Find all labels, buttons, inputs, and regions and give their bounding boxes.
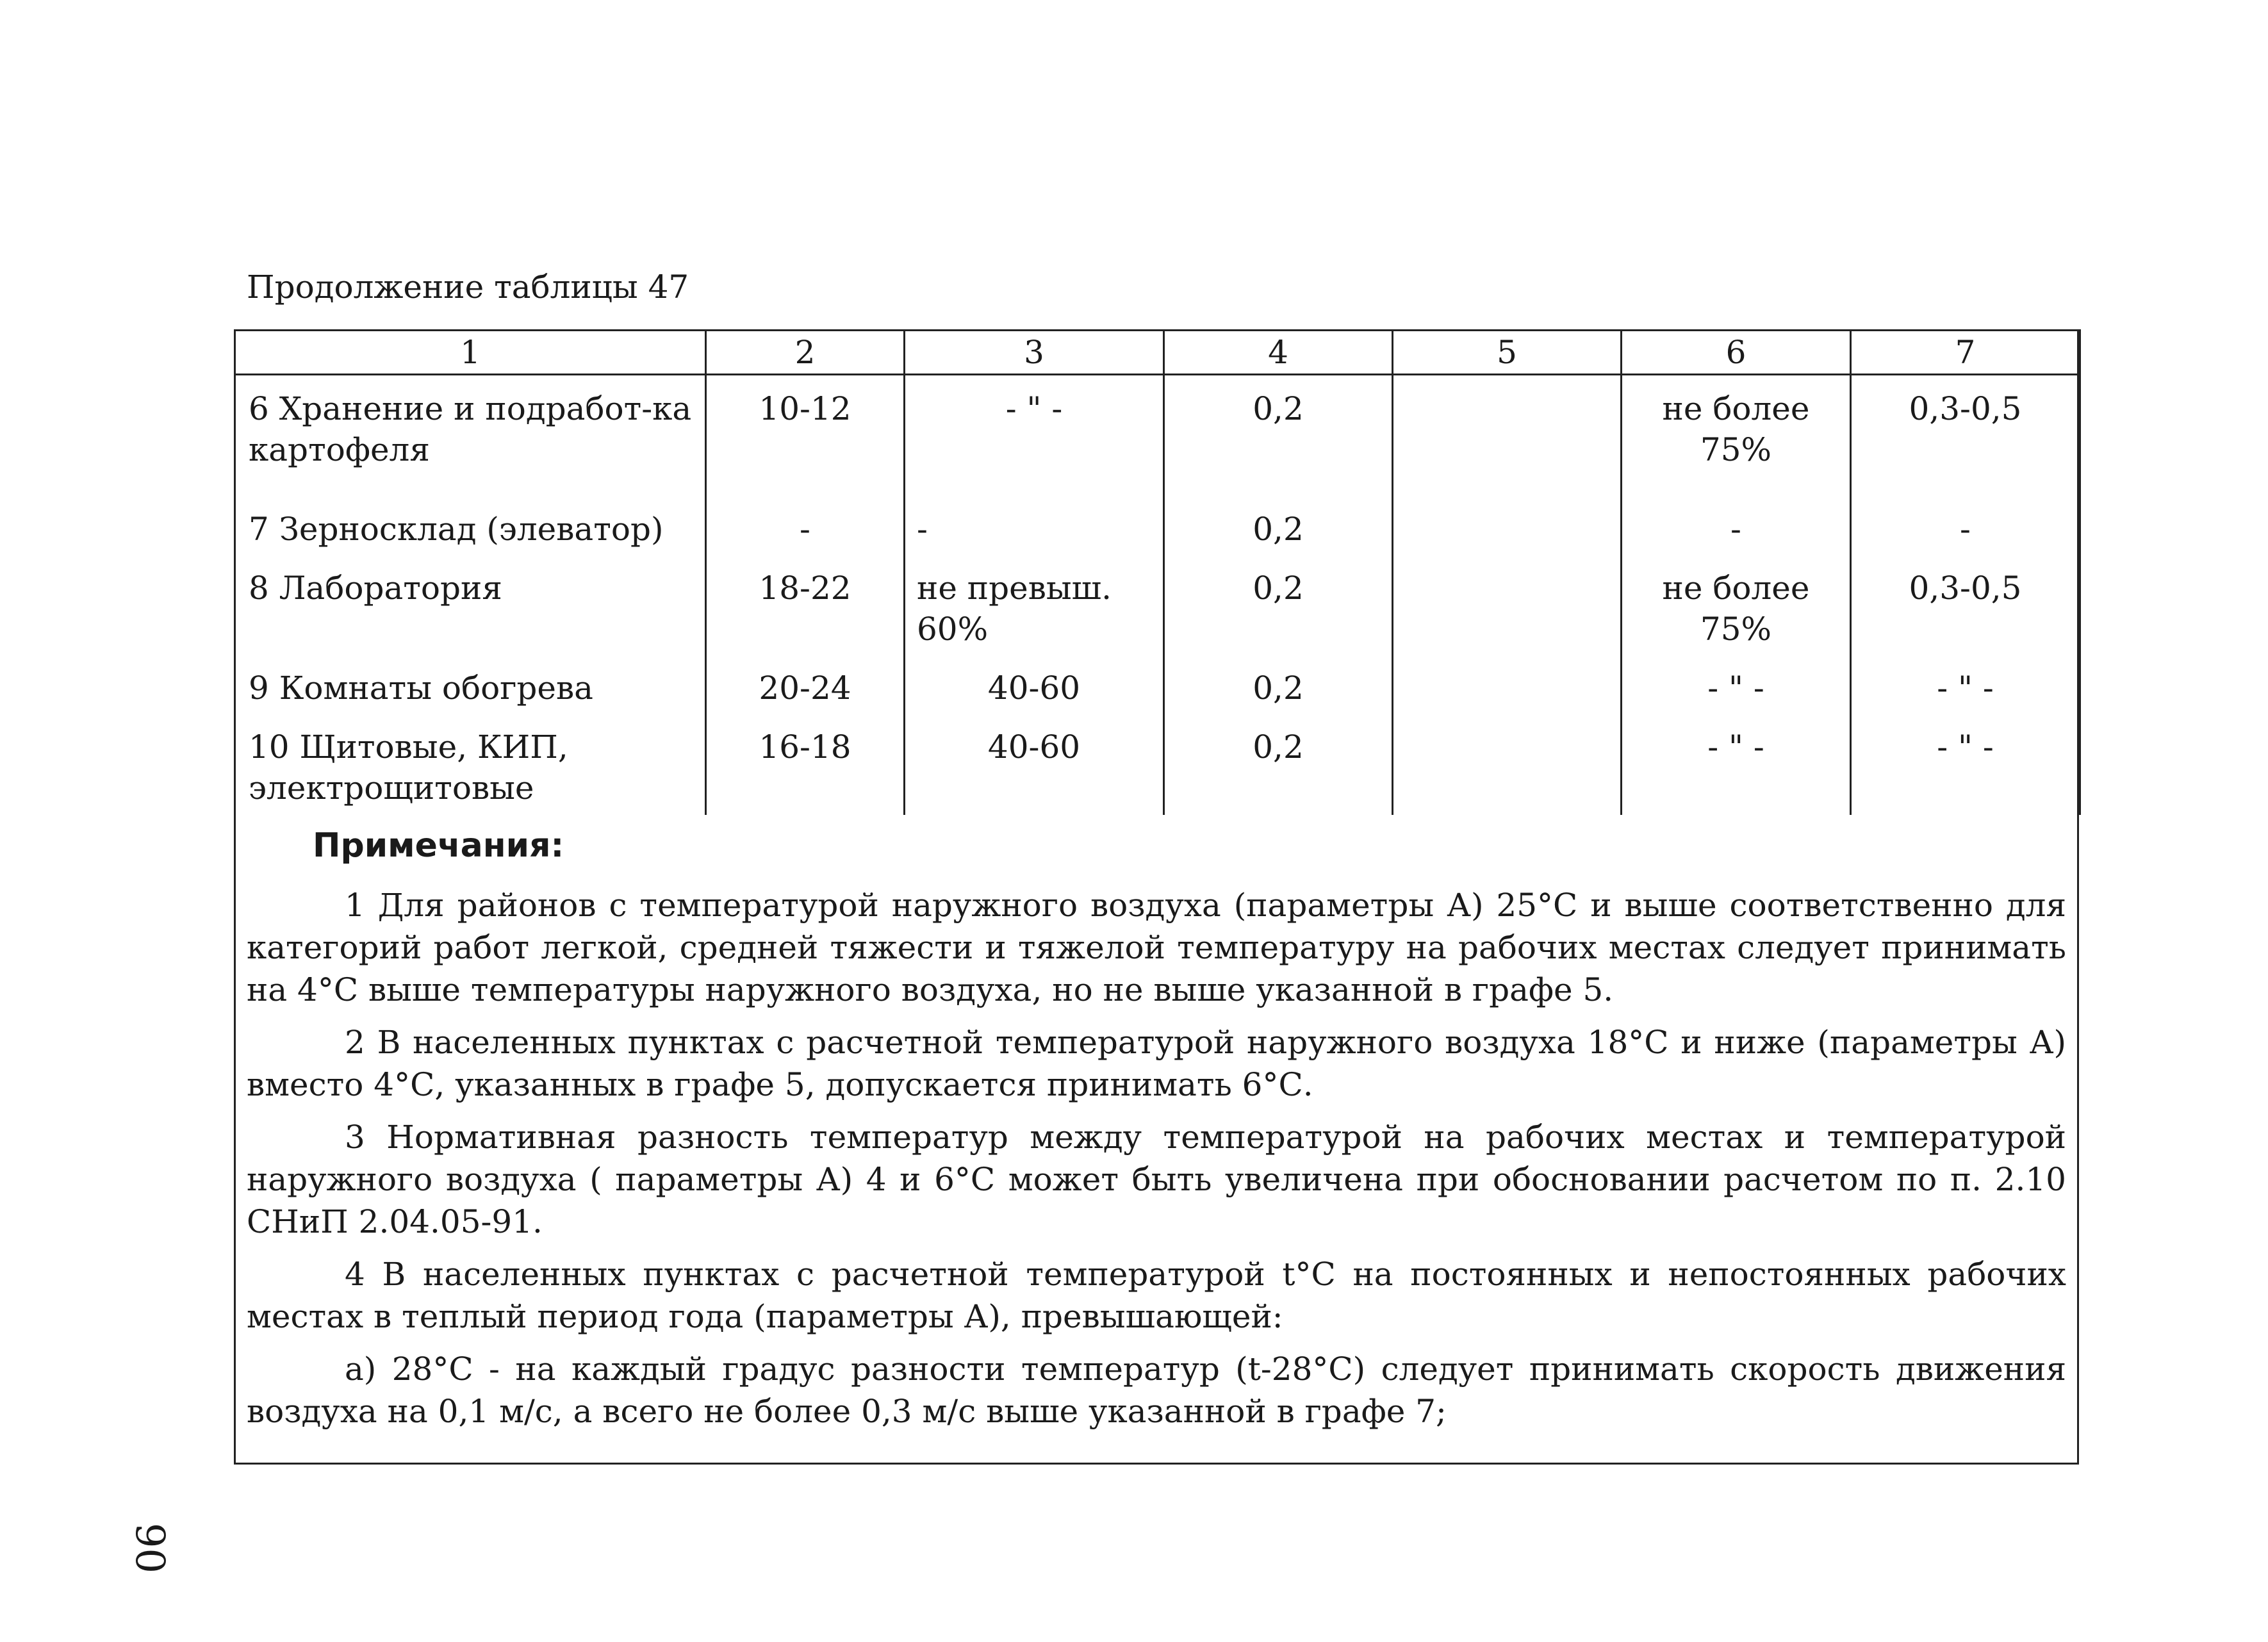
row-name-cell: 8 Лаборатория xyxy=(235,555,706,655)
note-2: 2 В населенных пунктах с расчетной температурой наружного воздуха 18°С и ниже (параметры А) вместо 4°С, указанных в графе 5, допускается принимать 6°С. xyxy=(247,1024,2066,1103)
table-cell: 0,2 xyxy=(1164,714,1393,815)
table-cell: - xyxy=(706,496,905,555)
table-cell: - " - xyxy=(1851,655,2080,714)
column-header-3: 3 xyxy=(905,331,1164,375)
column-header-4: 4 xyxy=(1164,331,1393,375)
table-cell: 40-60 xyxy=(905,655,1164,714)
table-row xyxy=(235,714,2080,815)
note-4: 4 В населенных пунктах с расчетной температурой t°С на постоянных и непостоянных рабочих местах в теплый период года (параметры А), превышающей: xyxy=(247,1256,2066,1335)
table-header-row xyxy=(235,331,2080,375)
data-table xyxy=(234,329,2081,815)
table-cell: - " - xyxy=(1851,714,2080,815)
table-row xyxy=(235,555,2080,655)
table-cell xyxy=(1393,714,1622,815)
table-cell: 18-22 xyxy=(706,555,905,655)
table-cell: 0,2 xyxy=(1164,375,1393,497)
table-cell: - " - xyxy=(1622,655,1851,714)
note-1: 1 Для районов с температурой наружного воздуха (параметры А) 25°С и выше соответственно для категорий работ легкой, средней тяжести и тяжелой температуру на рабочих местах следует принимать на 4°С выше температуры наружного воздуха, но не выше указанной в графе 5. xyxy=(247,887,2066,1008)
table-cell: - " - xyxy=(1622,714,1851,815)
table-cell: 0,2 xyxy=(1164,655,1393,714)
table-cell: - xyxy=(1851,496,2080,555)
note-3: 3 Нормативная разность температур между температурой на рабочих местах и температурой наружного воздуха ( параметры А) 4 и 6°С может быть увеличена при обосновании расчетом по п. 2.10 СНиП 2.04.05-91. xyxy=(247,1119,2066,1240)
table-row xyxy=(235,496,2080,555)
row-name-cell: 6 Хранение и подработ-ка картофеля xyxy=(235,375,706,497)
table-cell: не более 75% xyxy=(1622,375,1851,497)
table-cell: 0,2 xyxy=(1164,555,1393,655)
table-row xyxy=(235,655,2080,714)
table-cell: 10-12 xyxy=(706,375,905,497)
page-number: 90 xyxy=(126,1523,174,1573)
table-cell: 20-24 xyxy=(706,655,905,714)
table-cell: 0,3-0,5 xyxy=(1851,555,2080,655)
table-cell xyxy=(1393,496,1622,555)
row-name-cell: 9 Комнаты обогрева xyxy=(235,655,706,714)
column-header-1: 1 xyxy=(235,331,706,375)
table-cell xyxy=(1393,655,1622,714)
table-cell: не более 75% xyxy=(1622,555,1851,655)
table-cell: 0,3-0,5 xyxy=(1851,375,2080,497)
table-cell: - xyxy=(905,496,1164,555)
notes-section xyxy=(247,823,2066,1433)
notes-title: Примечания: xyxy=(313,826,564,865)
table-cell: - " - xyxy=(905,375,1164,497)
table-caption: Продолжение таблицы 47 xyxy=(247,268,689,306)
column-header-7: 7 xyxy=(1851,331,2080,375)
column-header-2: 2 xyxy=(706,331,905,375)
table-cell xyxy=(1393,555,1622,655)
note-4a: а) 28°С - на каждый градус разности температур (t-28°С) следует принимать скорость движения воздуха на 0,1 м/с, а всего не более 0,3 м/с выше указанной в графе 7; xyxy=(247,1351,2066,1430)
table-cell: 0,2 xyxy=(1164,496,1393,555)
table-row xyxy=(235,375,2080,497)
table-cell: 16-18 xyxy=(706,714,905,815)
row-name-cell: 10 Щитовые, КИП, электрощитовые xyxy=(235,714,706,815)
table-cell: - xyxy=(1622,496,1851,555)
table-cell: 40-60 xyxy=(905,714,1164,815)
column-header-6: 6 xyxy=(1622,331,1851,375)
table-cell: не превыш. 60% xyxy=(905,555,1164,655)
row-name-cell: 7 Зерносклад (элеватор) xyxy=(235,496,706,555)
column-header-5: 5 xyxy=(1393,331,1622,375)
table-cell xyxy=(1393,375,1622,497)
